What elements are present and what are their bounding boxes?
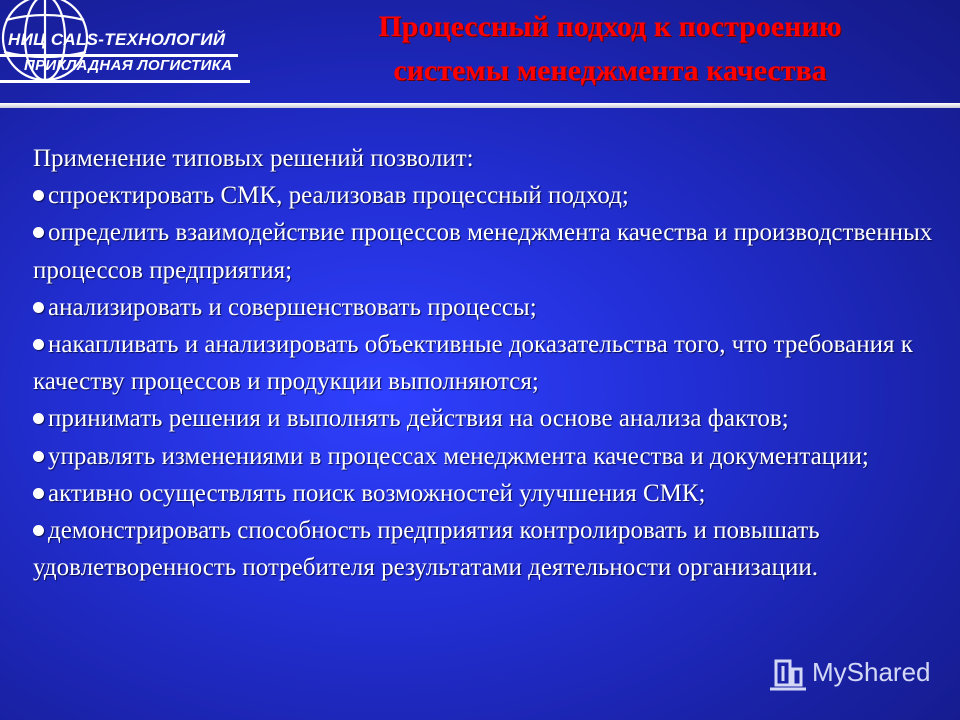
list-item-text: спроектировать СМК, реализовав процессный подход; xyxy=(48,182,629,210)
slide-header xyxy=(0,0,960,103)
company-logo xyxy=(0,0,300,100)
title-line-1: Процессный подход к построению xyxy=(378,10,842,43)
bullet-icon xyxy=(33,525,44,536)
list-item xyxy=(33,512,933,586)
title-line-2: системы менеджмента качества xyxy=(393,54,827,87)
list-item-text: анализировать и совершенствовать процессы; xyxy=(48,293,537,321)
watermark[interactable] xyxy=(766,655,946,695)
slide-body xyxy=(33,140,933,586)
list-item xyxy=(33,214,933,288)
list-item-text: активно осуществлять поиск возможностей улучшения СМК; xyxy=(48,479,706,507)
list-item-text: накапливать и анализировать объективные доказательства того, что требования к качеству процессов и продукции выполняются; xyxy=(33,331,913,396)
list-item xyxy=(33,400,933,437)
bullet-icon xyxy=(33,488,44,499)
list-item xyxy=(33,438,933,475)
myshared-logo-icon xyxy=(766,655,810,695)
header-divider xyxy=(0,103,960,108)
globe-icon xyxy=(0,0,300,100)
list-item xyxy=(33,177,933,214)
bullet-icon xyxy=(33,339,44,350)
list-item-text: принимать решения и выполнять действия на основе анализа фактов; xyxy=(48,405,789,433)
page-title xyxy=(300,5,920,93)
intro-text: Применение типовых решений позволит: xyxy=(33,145,474,172)
list-item xyxy=(33,289,933,326)
list-item-text: определить взаимодействие процессов менеджмента качества и производственных процессов предприятия; xyxy=(33,219,933,284)
logo-company-subtitle: ПРИКЛАДНАЯ ЛОГИСТИКА xyxy=(24,57,233,74)
watermark-text: MyShared xyxy=(812,657,931,687)
bullet-icon xyxy=(33,302,44,313)
list-item-text: управлять изменениями в процессах менеджмента качества и документации; xyxy=(48,442,869,470)
bullet-icon xyxy=(33,227,44,238)
list-item xyxy=(33,326,933,400)
bullet-icon xyxy=(33,451,44,462)
logo-rule-bottom xyxy=(0,80,250,83)
list-item xyxy=(33,475,933,512)
logo-company-name: НИЦ CALS-ТЕХНОЛОГИЙ xyxy=(8,30,226,49)
bullet-icon xyxy=(33,190,44,201)
bullet-icon xyxy=(33,413,44,424)
list-item-text: демонстрировать способность предприятия контролировать и повышать удовлетворенность потребителя результатами деятельности организации. xyxy=(33,517,820,582)
